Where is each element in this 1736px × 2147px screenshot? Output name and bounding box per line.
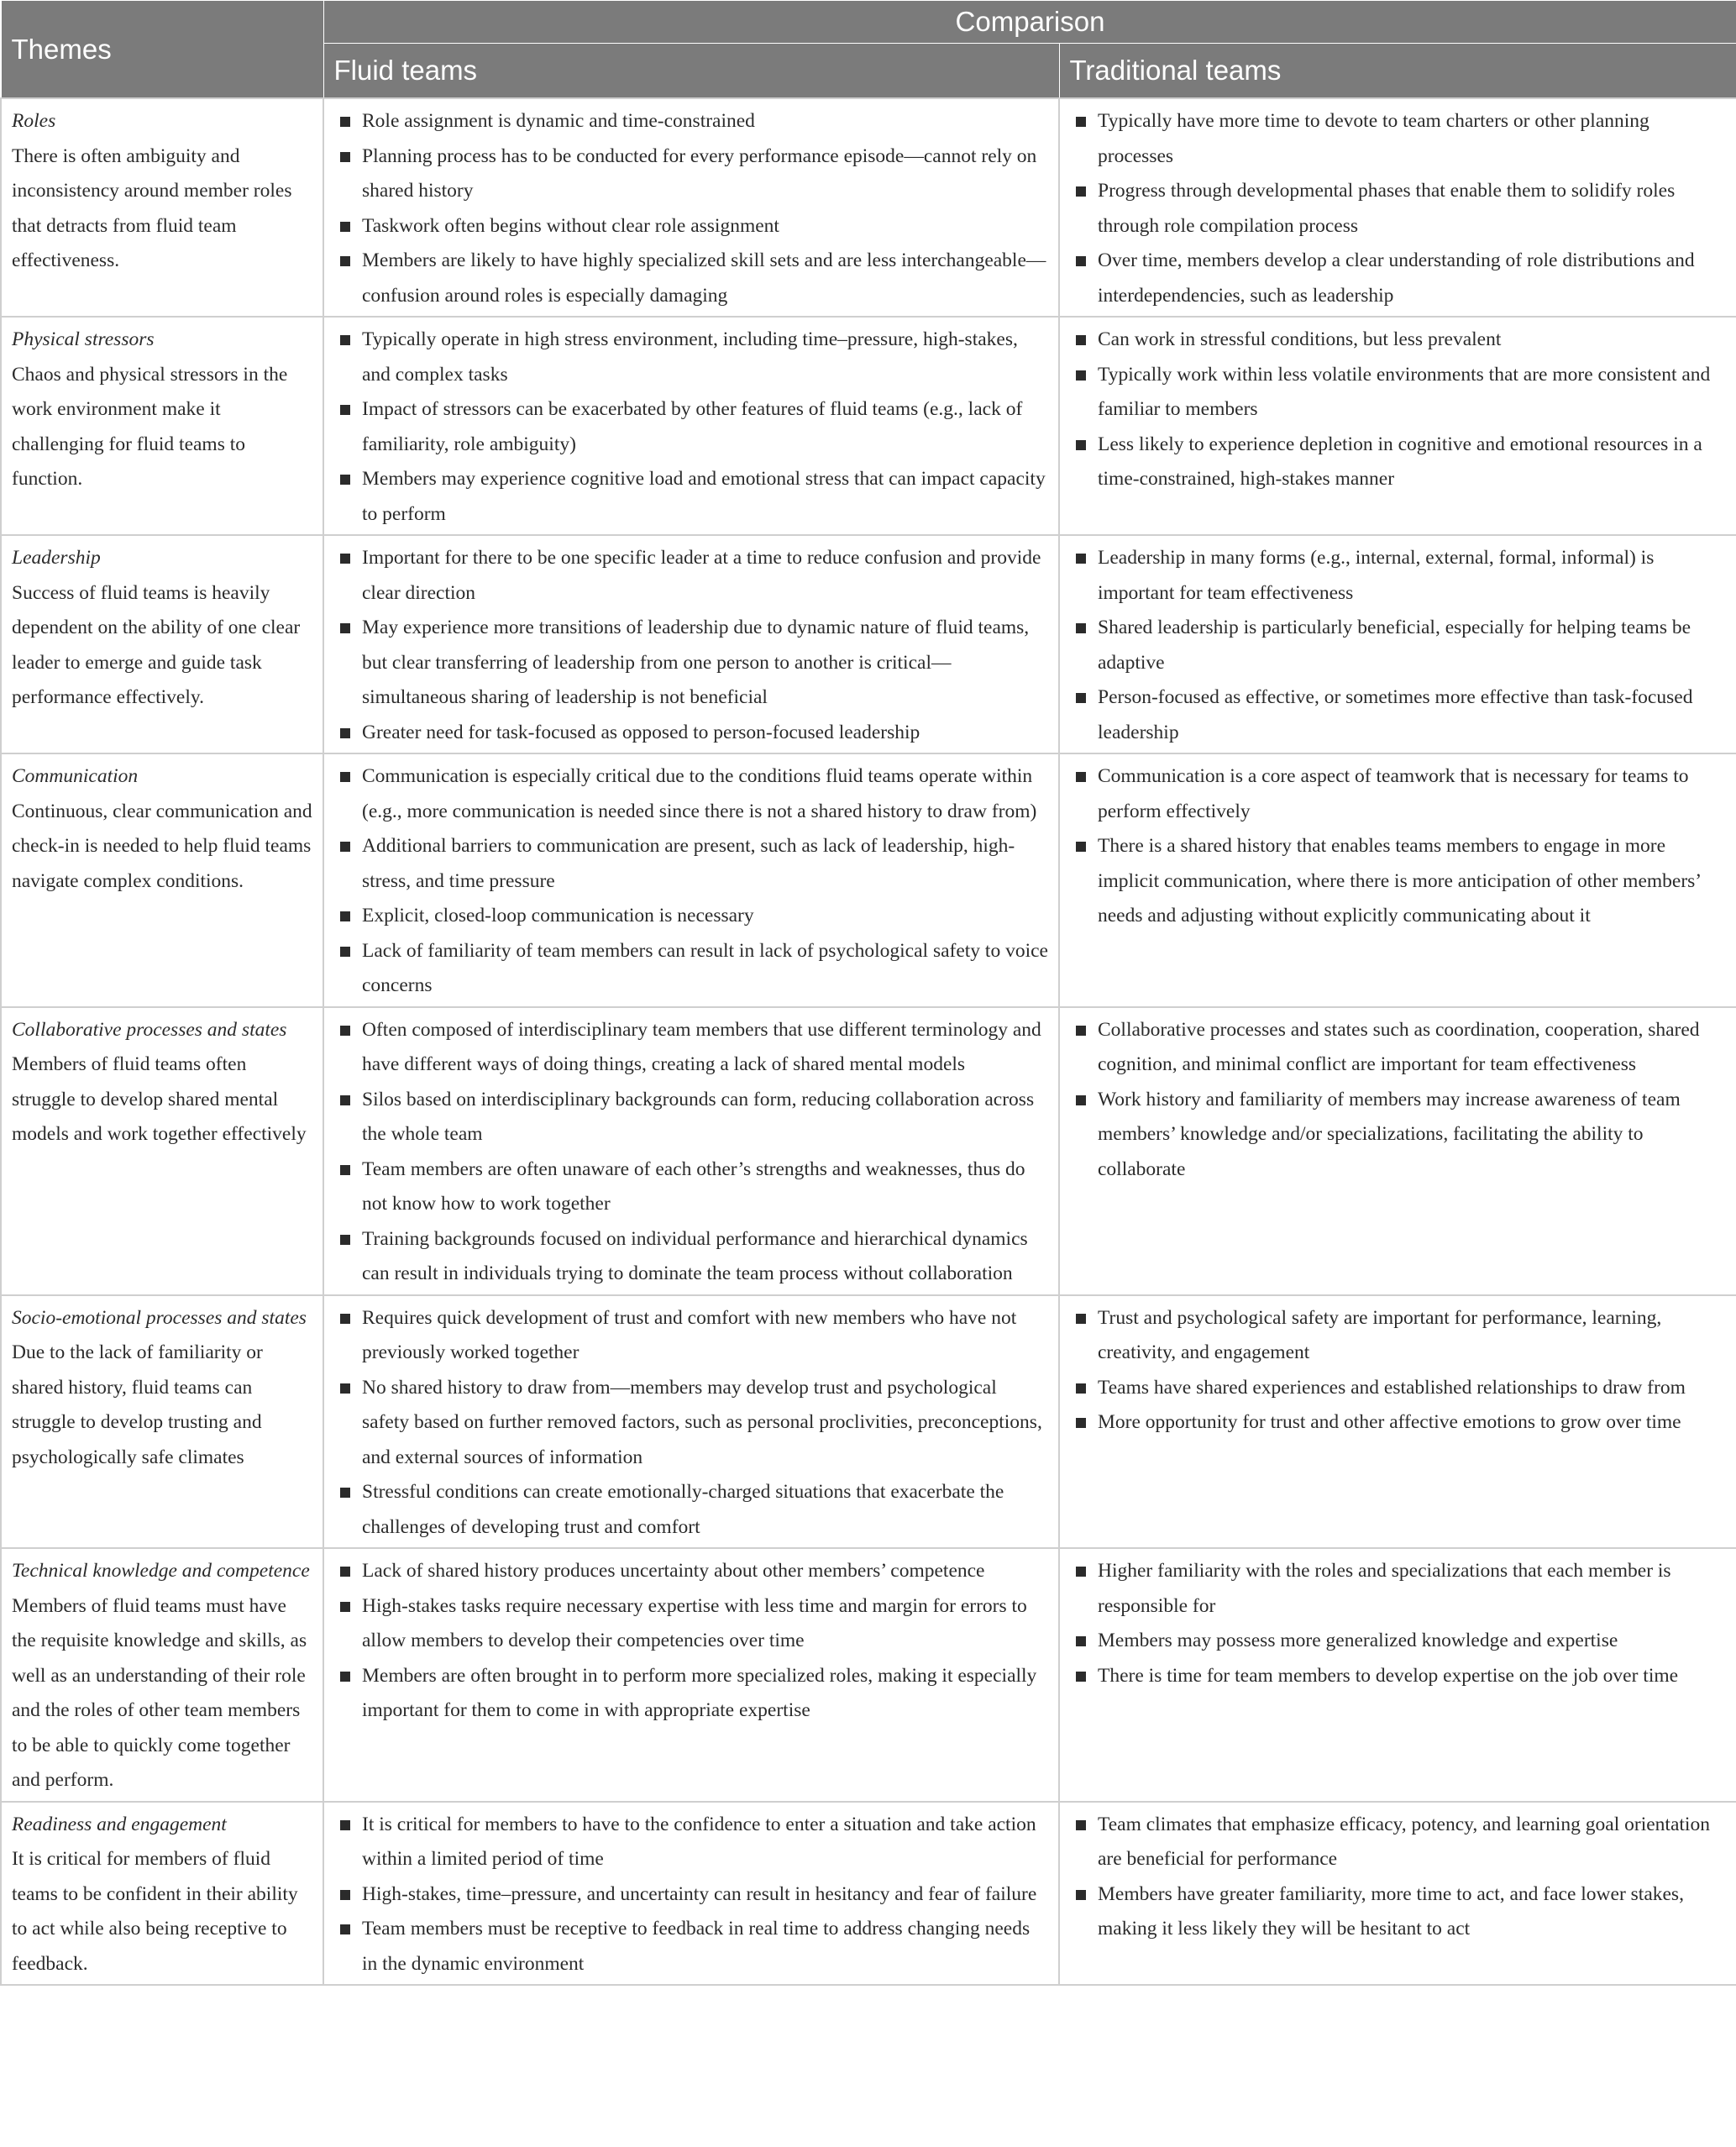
theme-name: Roles <box>12 110 56 132</box>
table-row <box>1 753 1736 1007</box>
bullet-item: Communication is especially critical due to the conditions fluid teams operate within (e.g., more communication is needed since there is not a shared history to draw from) <box>334 759 1048 829</box>
bullet-item: Typically have more time to devote to team charters or other planning processes <box>1070 104 1726 174</box>
theme-description: Due to the lack of familiarity or shared history, fluid teams can struggle to develop trusting and psychologically safe climates <box>12 1341 263 1468</box>
theme-description: Members of fluid teams often struggle to develop shared mental models and work together effectively <box>12 1053 307 1145</box>
bullet-item: Role assignment is dynamic and time-constrained <box>334 104 1048 139</box>
theme-cell <box>1 1295 323 1549</box>
fluid-bullet-list <box>334 541 1048 750</box>
traditional-bullet-list <box>1070 759 1726 934</box>
traditional-bullet-list <box>1070 323 1726 497</box>
bullet-item: Typically operate in high stress environment, including time–pressure, high-stakes, and complex tasks <box>334 323 1048 392</box>
table-row <box>1 1295 1736 1549</box>
bullet-item: Important for there to be one specific leader at a time to reduce confusion and provide clear direction <box>334 541 1048 611</box>
fluid-teams-cell <box>323 98 1059 317</box>
bullet-item: Can work in stressful conditions, but less prevalent <box>1070 323 1726 358</box>
header-traditional-teams: Traditional teams <box>1059 44 1736 99</box>
theme-cell <box>1 98 323 317</box>
bullet-item: Members have greater familiarity, more time to act, and face lower stakes, making it less likely they will be hesitant to act <box>1070 1877 1726 1947</box>
fluid-teams-cell <box>323 1802 1059 1986</box>
table-body <box>1 98 1736 1985</box>
theme-name: Collaborative processes and states <box>12 1018 287 1041</box>
traditional-bullet-list <box>1070 541 1726 750</box>
fluid-teams-cell <box>323 753 1059 1007</box>
header-fluid-teams: Fluid teams <box>323 44 1059 99</box>
table-row <box>1 1548 1736 1802</box>
traditional-teams-cell <box>1059 753 1736 1007</box>
bullet-item: May experience more transitions of leadership due to dynamic nature of fluid teams, but clear transferring of leadership from one person to another is critical—simultaneous sharing of leadership is not beneficial <box>334 611 1048 716</box>
table-row <box>1 1007 1736 1295</box>
fluid-bullet-list <box>334 1808 1048 1982</box>
theme-name: Communication <box>12 765 139 787</box>
bullet-item: Requires quick development of trust and comfort with new members who have not previously worked together <box>334 1301 1048 1371</box>
bullet-item: Members may experience cognitive load and emotional stress that can impact capacity to perform <box>334 462 1048 532</box>
bullet-item: Greater need for task-focused as opposed to person-focused leadership <box>334 716 1048 751</box>
traditional-bullet-list <box>1070 104 1726 313</box>
theme-cell <box>1 1802 323 1986</box>
bullet-item: Teams have shared experiences and established relationships to draw from <box>1070 1371 1726 1406</box>
theme-name: Leadership <box>12 547 101 569</box>
table-row <box>1 535 1736 753</box>
traditional-teams-cell <box>1059 1295 1736 1549</box>
fluid-bullet-list <box>334 1013 1048 1292</box>
theme-name: Physical stressors <box>12 328 155 350</box>
fluid-teams-cell <box>323 317 1059 535</box>
theme-cell <box>1 1548 323 1802</box>
fluid-bullet-list <box>334 759 1048 1004</box>
bullet-item: No shared history to draw from—members may develop trust and psychological safety based on further removed factors, such as personal proclivities, preconceptions, and external sources of information <box>334 1371 1048 1476</box>
theme-description: Success of fluid teams is heavily dependent on the ability of one clear leader to emerge and guide task performance effectively. <box>12 581 301 708</box>
bullet-item: Explicit, closed-loop communication is necessary <box>334 899 1048 934</box>
theme-cell <box>1 753 323 1007</box>
bullet-item: Additional barriers to communication are present, such as lack of leadership, high-stress, and time pressure <box>334 829 1048 899</box>
bullet-item: There is a shared history that enables teams members to engage in more implicit communication, where there is more anticipation of other members’ needs and adjusting without explicitly communicating about it <box>1070 829 1726 934</box>
fluid-teams-cell <box>323 1548 1059 1802</box>
bullet-item: Communication is a core aspect of teamwork that is necessary for teams to perform effectively <box>1070 759 1726 829</box>
theme-description: Members of fluid teams must have the requisite knowledge and skills, as well as an understanding of their role and the roles of other team members to be able to quickly come together and perform. <box>12 1594 307 1791</box>
theme-description: Chaos and physical stressors in the work environment make it challenging for fluid teams to function. <box>12 363 288 490</box>
header-themes: Themes <box>1 1 323 99</box>
bullet-item: Lack of shared history produces uncertainty about other members’ competence <box>334 1554 1048 1589</box>
bullet-item: Less likely to experience depletion in cognitive and emotional resources in a time-constrained, high-stakes manner <box>1070 428 1726 497</box>
bullet-item: Taskwork often begins without clear role assignment <box>334 209 1048 244</box>
table-row <box>1 98 1736 317</box>
theme-description: It is critical for members of fluid teams to be confident in their ability to act while also being receptive to feedback. <box>12 1848 298 1975</box>
theme-cell <box>1 535 323 753</box>
bullet-item: Typically work within less volatile environments that are more consistent and familiar to members <box>1070 358 1726 428</box>
bullet-item: Leadership in many forms (e.g., internal, external, formal, informal) is important for team effectiveness <box>1070 541 1726 611</box>
traditional-teams-cell <box>1059 1802 1736 1986</box>
bullet-item: Lack of familiarity of team members can result in lack of psychological safety to voice concerns <box>334 934 1048 1004</box>
traditional-bullet-list <box>1070 1301 1726 1441</box>
bullet-item: High-stakes, time–pressure, and uncertainty can result in hesitancy and fear of failure <box>334 1877 1048 1913</box>
bullet-item: Team members must be receptive to feedback in real time to address changing needs in the dynamic environment <box>334 1912 1048 1982</box>
theme-name: Socio-emotional processes and states <box>12 1306 307 1329</box>
theme-name: Technical knowledge and competence <box>12 1560 310 1582</box>
bullet-item: Silos based on interdisciplinary backgrounds can form, reducing collaboration across the whole team <box>334 1083 1048 1152</box>
fluid-teams-cell <box>323 1295 1059 1549</box>
bullet-item: Person-focused as effective, or sometimes more effective than task-focused leadership <box>1070 680 1726 750</box>
theme-description: Continuous, clear communication and check-in is needed to help fluid teams navigate complex conditions. <box>12 800 312 892</box>
bullet-item: Planning process has to be conducted for every performance episode—cannot rely on shared history <box>334 139 1048 209</box>
table-row <box>1 317 1736 535</box>
bullet-item: Trust and psychological safety are important for performance, learning, creativity, and engagement <box>1070 1301 1726 1371</box>
fluid-bullet-list <box>334 1301 1048 1546</box>
bullet-item: Team members are often unaware of each other’s strengths and weaknesses, thus do not know how to work together <box>334 1152 1048 1222</box>
bullet-item: It is critical for members to have to the confidence to enter a situation and take action within a limited period of time <box>334 1808 1048 1877</box>
theme-cell <box>1 317 323 535</box>
traditional-teams-cell <box>1059 1548 1736 1802</box>
traditional-teams-cell <box>1059 98 1736 317</box>
header-comparison: Comparison <box>323 1 1736 44</box>
bullet-item: High-stakes tasks require necessary expertise with less time and margin for errors to allow members to develop their competencies over time <box>334 1589 1048 1659</box>
bullet-item: Collaborative processes and states such as coordination, cooperation, shared cognition, and minimal conflict are important for team effectiveness <box>1070 1013 1726 1083</box>
bullet-item: Training backgrounds focused on individual performance and hierarchical dynamics can result in individuals trying to dominate the team process without collaboration <box>334 1222 1048 1292</box>
fluid-teams-cell <box>323 1007 1059 1295</box>
table-header <box>1 1 1736 99</box>
fluid-bullet-list <box>334 1554 1048 1729</box>
theme-description: There is often ambiguity and inconsistency around member roles that detracts from fluid team effectiveness. <box>12 144 292 271</box>
bullet-item: Progress through developmental phases that enable them to solidify roles through role compilation process <box>1070 174 1726 244</box>
fluid-bullet-list <box>334 104 1048 313</box>
bullet-item: Shared leadership is particularly beneficial, especially for helping teams be adaptive <box>1070 611 1726 680</box>
traditional-teams-cell <box>1059 317 1736 535</box>
table-row <box>1 1802 1736 1986</box>
fluid-bullet-list <box>334 323 1048 532</box>
traditional-bullet-list <box>1070 1013 1726 1188</box>
theme-cell <box>1 1007 323 1295</box>
bullet-item: Often composed of interdisciplinary team members that use different terminology and have different ways of doing things, creating a lack of shared mental models <box>334 1013 1048 1083</box>
bullet-item: There is time for team members to develop expertise on the job over time <box>1070 1659 1726 1694</box>
traditional-bullet-list <box>1070 1808 1726 1947</box>
bullet-item: Work history and familiarity of members may increase awareness of team members’ knowledge and/or specializations, facilitating the ability to collaborate <box>1070 1083 1726 1188</box>
bullet-item: Members are often brought in to perform more specialized roles, making it especially important for them to come in with appropriate expertise <box>334 1659 1048 1729</box>
traditional-teams-cell <box>1059 535 1736 753</box>
traditional-bullet-list <box>1070 1554 1726 1693</box>
bullet-item: Members may possess more generalized knowledge and expertise <box>1070 1624 1726 1659</box>
bullet-item: Impact of stressors can be exacerbated by other features of fluid teams (e.g., lack of familiarity, role ambiguity) <box>334 392 1048 462</box>
bullet-item: Members are likely to have highly specialized skill sets and are less interchangeable—confusion around roles is especially damaging <box>334 244 1048 313</box>
bullet-item: Stressful conditions can create emotionally-charged situations that exacerbate the challenges of developing trust and comfort <box>334 1475 1048 1545</box>
fluid-teams-cell <box>323 535 1059 753</box>
bullet-item: Higher familiarity with the roles and specializations that each member is responsible for <box>1070 1554 1726 1624</box>
theme-name: Readiness and engagement <box>12 1813 227 1835</box>
bullet-item: Team climates that emphasize efficacy, potency, and learning goal orientation are beneficial for performance <box>1070 1808 1726 1877</box>
traditional-teams-cell <box>1059 1007 1736 1295</box>
bullet-item: Over time, members develop a clear understanding of role distributions and interdependencies, such as leadership <box>1070 244 1726 313</box>
bullet-item: More opportunity for trust and other affective emotions to grow over time <box>1070 1405 1726 1441</box>
